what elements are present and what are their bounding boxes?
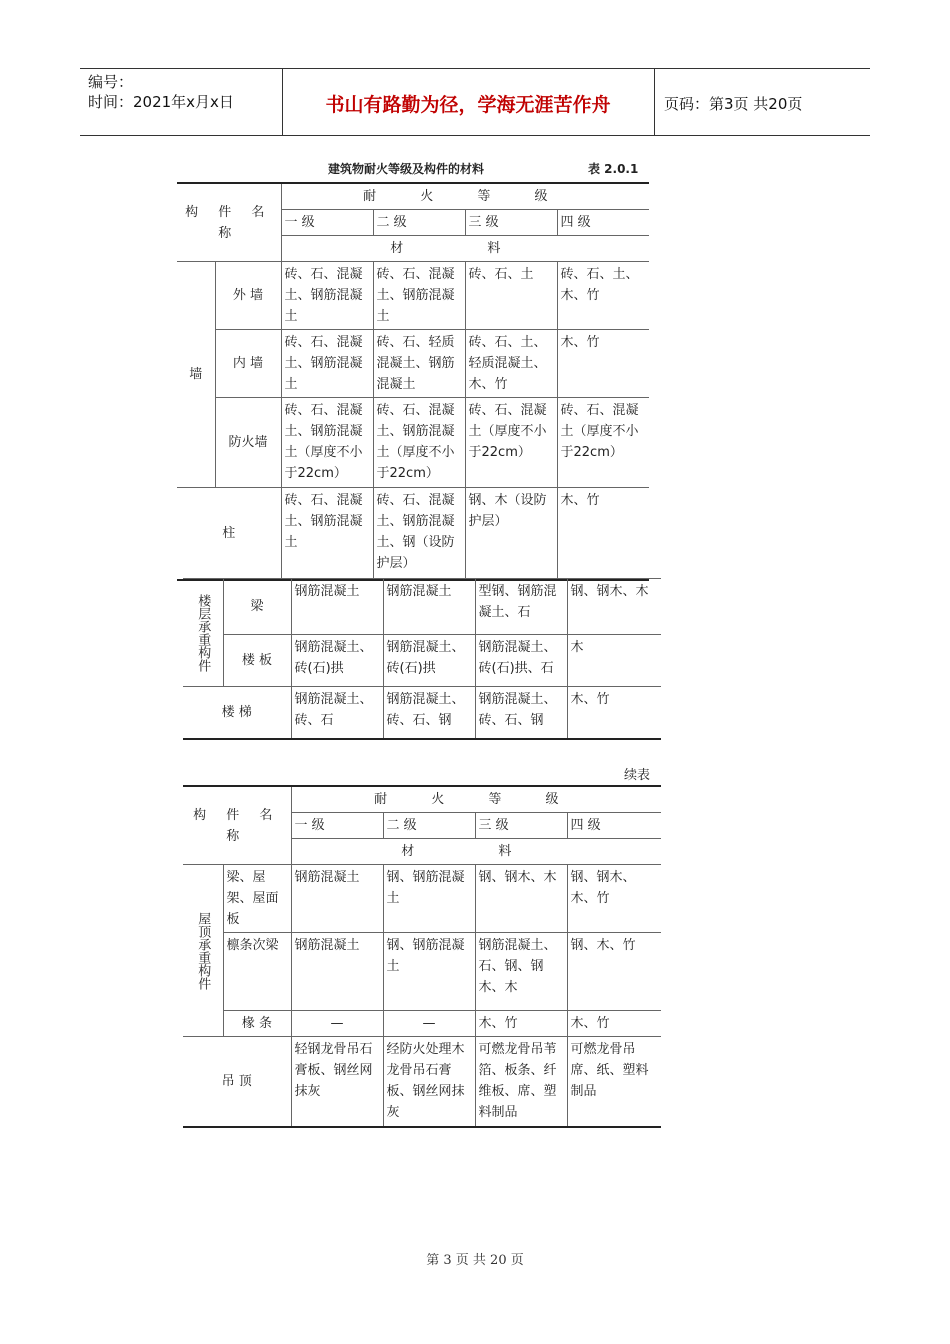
- table-cell: 钢筋混凝土: [291, 579, 383, 635]
- grade-header: 四 级: [557, 210, 649, 236]
- table-cell: 砖、石、混凝土、钢筋混凝土（厚度不小于22cm）: [373, 398, 465, 488]
- table-cell: 型钢、钢筋混凝土、石: [475, 579, 567, 635]
- table-cell: 钢筋混凝土、砖(石)拱: [383, 635, 475, 687]
- col-header: 构 件 名 称: [177, 183, 281, 262]
- table-cell: 钢筋混凝土: [383, 579, 475, 635]
- table-cell: 木、竹: [557, 488, 649, 580]
- table-cell: 钢、钢木、木: [567, 579, 661, 635]
- table-cell: 钢、钢木、木: [475, 865, 567, 933]
- row-label: 吊 顶: [183, 1037, 291, 1127]
- header-meta: [88, 72, 234, 112]
- table-cell: 钢、木、竹: [567, 933, 661, 1011]
- group-label: [183, 865, 223, 1037]
- table-cell: 钢筋混凝土、砖(石)拱、石: [475, 635, 567, 687]
- table-cell: —: [291, 1011, 383, 1037]
- table-cell: 砖、石、混凝土、钢筋混凝土（厚度不小于22cm）: [281, 398, 373, 488]
- wall-group-label: 墙: [177, 262, 215, 488]
- table-cell: 钢、钢筋混凝土: [383, 933, 475, 1011]
- group-label-text: 屋顶承重构件: [195, 911, 211, 990]
- table-cell: 砖、石、轻质混凝土、钢筋混凝土: [373, 330, 465, 398]
- table-cell: —: [383, 1011, 475, 1037]
- number-label: 编号：: [88, 73, 134, 91]
- header-page-label: 页码：第3页 共20页: [664, 95, 803, 113]
- header-divider: [654, 68, 655, 135]
- grade-header: 二 级: [383, 813, 475, 839]
- table-cell: 经防火处理木龙骨吊石膏板、钢丝网抹灰: [383, 1037, 475, 1127]
- group-label: [183, 579, 223, 687]
- table-cell: 砖、石、混凝土、钢筋混凝土: [281, 488, 373, 580]
- grade-header: 二 级: [373, 210, 465, 236]
- page-footer: 第 3 页 共 20 页: [426, 1253, 524, 1268]
- fire-grade-header: 耐 火 等 级: [291, 786, 661, 813]
- table-cell: 砖、石、混凝土、钢筋混凝土: [373, 262, 465, 330]
- table-cell: 砖、石、土: [465, 262, 557, 330]
- grade-header: 一 级: [281, 210, 373, 236]
- table-cell: 可燃龙骨吊席、纸、塑料制品: [567, 1037, 661, 1127]
- table-cell: 钢筋混凝土: [291, 933, 383, 1011]
- header-top-rule: [80, 68, 870, 69]
- col-header: 构 件 名 称: [183, 786, 291, 865]
- material-header: 材 料: [291, 839, 661, 865]
- floor-members-table: [183, 578, 661, 740]
- table-cell: 木: [567, 635, 661, 687]
- table-cell: 钢筋混凝土、砖、石: [291, 687, 383, 739]
- table-cell: 木、竹: [557, 330, 649, 398]
- continued-label: 续表: [624, 768, 651, 783]
- grade-header: 三 级: [475, 813, 567, 839]
- table-cell: 砖、石、混凝土、钢筋混凝土、钢（设防护层）: [373, 488, 465, 580]
- table-cell: 砖、石、混凝土（厚度不小于22cm）: [557, 398, 649, 488]
- grade-header: 三 级: [465, 210, 557, 236]
- grade-header: 四 级: [567, 813, 661, 839]
- table-cell: 钢、木（设防护层）: [465, 488, 557, 580]
- row-label: 梁: [223, 579, 291, 635]
- table-caption: 建筑物耐火等级及构件的材料: [328, 162, 485, 176]
- table-cell: 钢、钢筋混凝土: [383, 865, 475, 933]
- table-cell: 钢、钢木、木、竹: [567, 865, 661, 933]
- table-cell: 钢筋混凝土、砖、石、钢: [475, 687, 567, 739]
- fire-grade-header: 耐 火 等 级: [281, 183, 649, 210]
- table-cell: 钢筋混凝土: [291, 865, 383, 933]
- table-number: 表 2.0.1: [588, 162, 639, 176]
- table-cell: 砖、石、土、木、竹: [557, 262, 649, 330]
- group-label-text: 楼层承重构件: [195, 593, 211, 672]
- row-label: 梁、屋架、屋面板: [223, 865, 291, 933]
- table-cell: 钢筋混凝土、砖、石、钢: [383, 687, 475, 739]
- table-cell: 砖、石、土、轻质混凝土、木、竹: [465, 330, 557, 398]
- header-motto: 书山有路勤为径，学海无涯苦作舟: [325, 94, 611, 116]
- header-bottom-rule: [80, 135, 870, 136]
- row-label: 檩条次梁: [223, 933, 291, 1011]
- table-cell: 砖、石、混凝土、钢筋混凝土: [281, 330, 373, 398]
- table-cell: 木、竹: [567, 687, 661, 739]
- fire-rating-table: [177, 182, 649, 581]
- grade-header: 一 级: [291, 813, 383, 839]
- row-label: 防火墙: [215, 398, 281, 488]
- material-header: 材 料: [281, 236, 649, 262]
- row-label: 楼 梯: [183, 687, 291, 739]
- row-label: 外 墙: [215, 262, 281, 330]
- row-label: 内 墙: [215, 330, 281, 398]
- table-cell: 可燃龙骨吊苇箔、板条、纤维板、席、塑料制品: [475, 1037, 567, 1127]
- row-label: 椽 条: [223, 1011, 291, 1037]
- time-label: 时间：2021年x月x日: [88, 93, 234, 111]
- table-cell: 轻钢龙骨吊石膏板、钢丝网抹灰: [291, 1037, 383, 1127]
- table-cell: 木、竹: [567, 1011, 661, 1037]
- row-label: 楼 板: [223, 635, 291, 687]
- table-cell: 木、竹: [475, 1011, 567, 1037]
- table-cell: 砖、石、混凝土、钢筋混凝土: [281, 262, 373, 330]
- table-cell: 砖、石、混凝土（厚度不小于22cm）: [465, 398, 557, 488]
- table-cell: 钢筋混凝土、石、钢、钢木、木: [475, 933, 567, 1011]
- table-cell: 钢筋混凝土、砖(石)拱: [291, 635, 383, 687]
- roof-members-table: [183, 785, 661, 1128]
- row-label: 柱: [177, 488, 281, 580]
